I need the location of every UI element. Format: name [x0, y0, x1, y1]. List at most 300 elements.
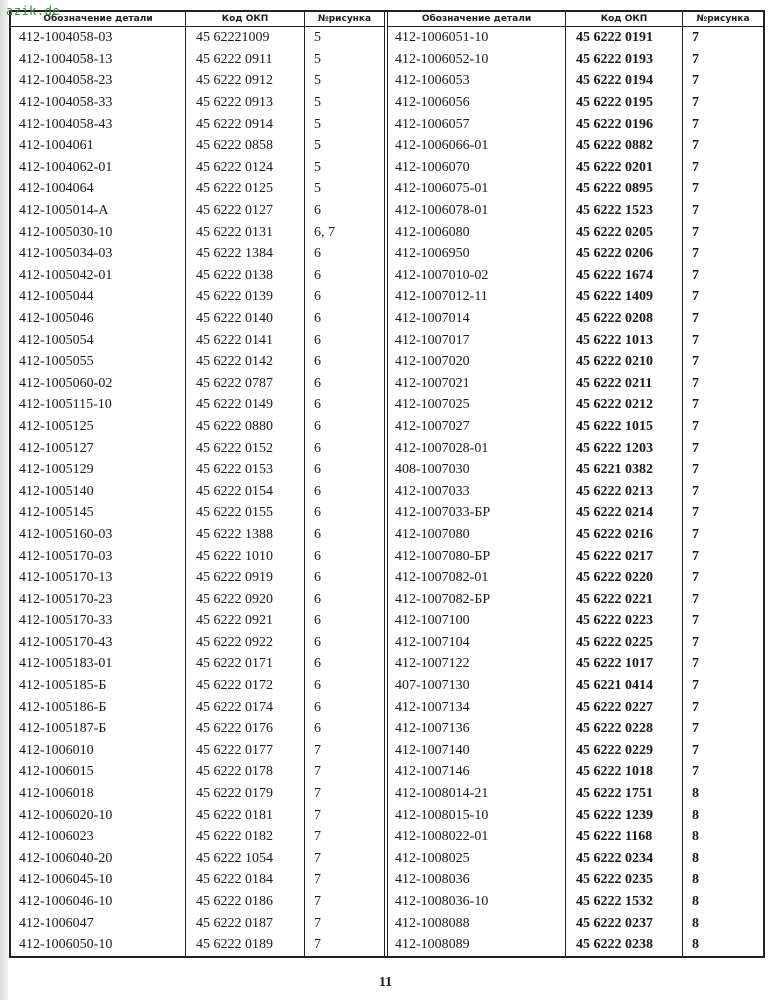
- figure-no-cell: 7: [692, 505, 699, 521]
- table-row: [11, 546, 384, 568]
- table-header: [11, 12, 384, 27]
- figure-no-cell: 5: [314, 95, 321, 111]
- part-designation-cell: 412-1008025: [388, 848, 566, 870]
- figure-no-cell: 7: [692, 462, 699, 478]
- figure-no-cell: 7: [314, 764, 321, 780]
- part-designation-cell: 412-1005129: [11, 459, 186, 481]
- figure-no-cell: 7: [314, 829, 321, 845]
- part-designation-cell: 412-1007028-01: [388, 438, 566, 460]
- figure-no-cell: 6: [314, 267, 321, 283]
- okp-code-cell: 45 6222 1013: [566, 330, 683, 352]
- figure-no-cell: 7: [692, 246, 699, 262]
- okp-code-cell: 45 6222 0174: [186, 697, 305, 719]
- figure-no-cell: 7: [692, 116, 699, 132]
- table-row: [11, 49, 384, 71]
- okp-code-cell: 45 6222 0880: [186, 416, 305, 438]
- table-row: [11, 481, 384, 503]
- figure-no-cell: 7: [692, 224, 699, 240]
- table-row: [388, 654, 763, 676]
- part-designation-cell: 412-1005014-A: [11, 200, 186, 222]
- figure-no-cell: 7: [692, 51, 699, 67]
- part-designation-cell: 412-1007082-БР: [388, 589, 566, 611]
- table-row: [388, 438, 763, 460]
- figure-no-cell: 5: [314, 138, 321, 154]
- okp-code-cell: 45 6222 0912: [186, 71, 305, 93]
- figure-no-cell: 7: [692, 721, 699, 737]
- okp-code-cell: 45 6222 1239: [566, 805, 683, 827]
- part-designation-cell: 412-1006052-10: [388, 49, 566, 71]
- figure-no-cell: 7: [692, 570, 699, 586]
- table-row: [11, 308, 384, 330]
- table-row: [11, 805, 384, 827]
- part-designation-cell: 412-1004058-23: [11, 71, 186, 93]
- table-row: [388, 611, 763, 633]
- okp-code-cell: 45 6222 0187: [186, 913, 305, 935]
- table-row: [11, 243, 384, 265]
- table-row: [388, 135, 763, 157]
- table-row: [388, 481, 763, 503]
- table-row: [388, 697, 763, 719]
- okp-code-cell: 45 6222 0213: [566, 481, 683, 503]
- figure-no-cell: 6: [314, 656, 321, 672]
- figure-no-cell: 7: [692, 613, 699, 629]
- figure-no-cell: 5: [314, 73, 321, 89]
- okp-code-cell: 45 6222 0237: [566, 913, 683, 935]
- figure-no-cell: 8: [692, 807, 699, 823]
- part-designation-cell: 412-1007100: [388, 611, 566, 633]
- part-designation-cell: 412-1005042-01: [11, 265, 186, 287]
- okp-code-cell: 45 6222 0182: [186, 826, 305, 848]
- table-row: [11, 265, 384, 287]
- figure-no-cell: 8: [692, 786, 699, 802]
- okp-code-cell: 45 6222 0124: [186, 157, 305, 179]
- part-designation-cell: 412-1005170-13: [11, 567, 186, 589]
- okp-code-cell: 45 6222 0212: [566, 395, 683, 417]
- table-row: [388, 395, 763, 417]
- header-okp-code: Код ОКП: [186, 12, 305, 26]
- okp-code-cell: 45 6222 0179: [186, 783, 305, 805]
- okp-code-cell: 45 6222 0189: [186, 934, 305, 956]
- okp-code-cell: 45 6222 1674: [566, 265, 683, 287]
- figure-no-cell: 7: [692, 289, 699, 305]
- figure-no-cell: 8: [692, 894, 699, 910]
- part-designation-cell: 412-1006050-10: [11, 934, 186, 956]
- watermark: azik.de: [6, 4, 61, 18]
- part-designation-cell: 412-1005055: [11, 351, 186, 373]
- figure-no-cell: 7: [692, 634, 699, 650]
- table-row: [11, 783, 384, 805]
- table-row: [388, 27, 763, 49]
- okp-code-cell: 45 6222 0196: [566, 114, 683, 136]
- figure-no-cell: 5: [314, 30, 321, 46]
- figure-no-cell: 7: [692, 440, 699, 456]
- part-designation-cell: 412-1008022-01: [388, 826, 566, 848]
- okp-code-cell: 45 6222 1054: [186, 848, 305, 870]
- table-row: [388, 416, 763, 438]
- figure-no-cell: 7: [692, 267, 699, 283]
- table-row: [11, 351, 384, 373]
- figure-no-cell: 7: [692, 203, 699, 219]
- okp-code-cell: 45 6222 0194: [566, 71, 683, 93]
- table-row: [11, 524, 384, 546]
- part-designation-cell: 412-1008014-21: [388, 783, 566, 805]
- okp-code-cell: 45 6222 0181: [186, 805, 305, 827]
- figure-no-cell: 6: [314, 462, 321, 478]
- figure-no-cell: 7: [692, 699, 699, 715]
- figure-no-cell: 6: [314, 375, 321, 391]
- part-designation-cell: 412-1007146: [388, 762, 566, 784]
- figure-no-cell: 6: [314, 721, 321, 737]
- table-row: [388, 157, 763, 179]
- figure-no-cell: 7: [314, 786, 321, 802]
- okp-code-cell: 45 6222 0177: [186, 740, 305, 762]
- figure-no-cell: 8: [692, 850, 699, 866]
- figure-no-cell: 7: [692, 332, 699, 348]
- parts-table-right-half: [388, 12, 763, 956]
- figure-no-cell: 7: [314, 807, 321, 823]
- table-row: [388, 913, 763, 935]
- okp-code-cell: 45 6222 0220: [566, 567, 683, 589]
- table-row: [388, 848, 763, 870]
- parts-table-left-half: [11, 12, 384, 956]
- part-designation-cell: 412-1008088: [388, 913, 566, 935]
- table-row: [388, 934, 763, 956]
- table-row: [11, 762, 384, 784]
- okp-code-cell: 45 6222 0191: [566, 27, 683, 49]
- figure-no-cell: 6: [314, 505, 321, 521]
- part-designation-cell: 412-1007080: [388, 524, 566, 546]
- table-row: [11, 157, 384, 179]
- part-designation-cell: 412-1005044: [11, 287, 186, 309]
- part-designation-cell: 412-1005060-02: [11, 373, 186, 395]
- figure-no-cell: 6: [314, 634, 321, 650]
- part-designation-cell: 412-1005170-43: [11, 632, 186, 654]
- table-row: [388, 265, 763, 287]
- part-designation-cell: 412-1006023: [11, 826, 186, 848]
- table-body-right: [388, 27, 763, 956]
- figure-no-cell: 7: [692, 159, 699, 175]
- figure-no-cell: 6: [314, 418, 321, 434]
- table-row: [388, 675, 763, 697]
- figure-no-cell: 7: [692, 764, 699, 780]
- part-designation-cell: 412-1004058-13: [11, 49, 186, 71]
- table-body-left: [11, 27, 384, 956]
- okp-code-cell: 45 6221 0414: [566, 675, 683, 697]
- figure-no-cell: 7: [314, 742, 321, 758]
- part-designation-cell: 412-1004058-33: [11, 92, 186, 114]
- okp-code-cell: 45 6222 0155: [186, 503, 305, 525]
- header-okp-code: Код ОКП: [566, 12, 683, 26]
- okp-code-cell: 45 6222 0152: [186, 438, 305, 460]
- table-row: [11, 222, 384, 244]
- okp-code-cell: 45 6222 0206: [566, 243, 683, 265]
- part-designation-cell: 412-1006045-10: [11, 870, 186, 892]
- part-designation-cell: 412-1006051-10: [388, 27, 566, 49]
- parts-table: [9, 10, 765, 958]
- part-designation-cell: 412-1005145: [11, 503, 186, 525]
- part-designation-cell: 412-1008015-10: [388, 805, 566, 827]
- part-designation-cell: 412-1006057: [388, 114, 566, 136]
- figure-no-cell: 6: [314, 332, 321, 348]
- figure-no-cell: 7: [692, 181, 699, 197]
- table-row: [11, 632, 384, 654]
- figure-no-cell: 6: [314, 678, 321, 694]
- figure-no-cell: 6: [314, 483, 321, 499]
- table-row: [11, 848, 384, 870]
- part-designation-cell: 412-1005170-03: [11, 546, 186, 568]
- table-row: [388, 308, 763, 330]
- table-row: [388, 330, 763, 352]
- part-designation-cell: 412-1006018: [11, 783, 186, 805]
- table-row: [11, 92, 384, 114]
- figure-no-cell: 6: [314, 699, 321, 715]
- okp-code-cell: 45 6222 1751: [566, 783, 683, 805]
- table-row: [11, 395, 384, 417]
- figure-no-cell: 7: [692, 548, 699, 564]
- part-designation-cell: 412-1005046: [11, 308, 186, 330]
- okp-code-cell: 45 6222 0787: [186, 373, 305, 395]
- okp-code-cell: 45 6222 1203: [566, 438, 683, 460]
- part-designation-cell: 412-1007080-БР: [388, 546, 566, 568]
- table-row: [11, 654, 384, 676]
- part-designation-cell: 412-1005170-23: [11, 589, 186, 611]
- figure-no-cell: 7: [692, 30, 699, 46]
- okp-code-cell: 45 6222 0223: [566, 611, 683, 633]
- figure-no-cell: 5: [314, 51, 321, 67]
- okp-code-cell: 45 6222 0178: [186, 762, 305, 784]
- okp-code-cell: 45 6222 0153: [186, 459, 305, 481]
- okp-code-cell: 45 6222 0141: [186, 330, 305, 352]
- figure-no-cell: 5: [314, 116, 321, 132]
- okp-code-cell: 45 6222 1010: [186, 546, 305, 568]
- header-part-designation: Обозначение детали: [388, 12, 566, 26]
- table-row: [388, 762, 763, 784]
- okp-code-cell: 45 6222 0201: [566, 157, 683, 179]
- okp-code-cell: 45 6222 0920: [186, 589, 305, 611]
- part-designation-cell: 412-1007027: [388, 416, 566, 438]
- table-row: [388, 114, 763, 136]
- okp-code-cell: 45 6222 0208: [566, 308, 683, 330]
- part-designation-cell: 412-1004062-01: [11, 157, 186, 179]
- figure-no-cell: 6: [314, 526, 321, 542]
- okp-code-cell: 45 6222 0882: [566, 135, 683, 157]
- okp-code-cell: 45 6222 0142: [186, 351, 305, 373]
- table-row: [11, 697, 384, 719]
- part-designation-cell: 412-1005034-03: [11, 243, 186, 265]
- table-row: [388, 891, 763, 913]
- table-row: [11, 438, 384, 460]
- table-row: [388, 740, 763, 762]
- table-row: [388, 546, 763, 568]
- okp-code-cell: 45 6222 1018: [566, 762, 683, 784]
- part-designation-cell: 412-1005125: [11, 416, 186, 438]
- figure-no-cell: 6: [314, 246, 321, 262]
- table-row: [11, 826, 384, 848]
- part-designation-cell: 412-1006047: [11, 913, 186, 935]
- okp-code-cell: 45 6222 0211: [566, 373, 683, 395]
- figure-no-cell: 7: [314, 850, 321, 866]
- okp-code-cell: 45 6222 0172: [186, 675, 305, 697]
- figure-no-cell: 7: [692, 418, 699, 434]
- table-row: [11, 373, 384, 395]
- part-designation-cell: 408-1007030: [388, 459, 566, 481]
- part-designation-cell: 412-1005183-01: [11, 654, 186, 676]
- table-row: [388, 373, 763, 395]
- part-designation-cell: 412-1007010-02: [388, 265, 566, 287]
- part-designation-cell: 412-1007122: [388, 654, 566, 676]
- figure-no-cell: 7: [692, 591, 699, 607]
- okp-code-cell: 45 6222 0234: [566, 848, 683, 870]
- table-row: [388, 179, 763, 201]
- okp-code-cell: 45 6222 0216: [566, 524, 683, 546]
- figure-no-cell: 7: [692, 95, 699, 111]
- part-designation-cell: 412-1005030-10: [11, 222, 186, 244]
- part-designation-cell: 412-1005185-Б: [11, 675, 186, 697]
- figure-no-cell: 7: [314, 937, 321, 953]
- okp-code-cell: 45 6222 1409: [566, 287, 683, 309]
- part-designation-cell: 412-1006015: [11, 762, 186, 784]
- okp-code-cell: 45 6222 0221: [566, 589, 683, 611]
- part-designation-cell: 412-1004064: [11, 179, 186, 201]
- figure-no-cell: 7: [692, 310, 699, 326]
- okp-code-cell: 45 6222 0176: [186, 718, 305, 740]
- part-designation-cell: 412-1006010: [11, 740, 186, 762]
- table-row: [11, 891, 384, 913]
- okp-code-cell: 45 6222 1388: [186, 524, 305, 546]
- okp-code-cell: 45 6222 0895: [566, 179, 683, 201]
- okp-code-cell: 45 6222 0140: [186, 308, 305, 330]
- part-designation-cell: 412-1006080: [388, 222, 566, 244]
- okp-code-cell: 45 6222 0131: [186, 222, 305, 244]
- figure-no-cell: 6: [314, 613, 321, 629]
- part-designation-cell: 412-1007017: [388, 330, 566, 352]
- okp-code-cell: 45 6222 0858: [186, 135, 305, 157]
- part-designation-cell: 412-1004058-43: [11, 114, 186, 136]
- okp-code-cell: 45 6222 1523: [566, 200, 683, 222]
- okp-code-cell: 45 6222 0217: [566, 546, 683, 568]
- okp-code-cell: 45 6222 0125: [186, 179, 305, 201]
- okp-code-cell: 45 6222 0238: [566, 934, 683, 956]
- okp-code-cell: 45 6222 0921: [186, 611, 305, 633]
- table-row: [11, 459, 384, 481]
- figure-no-cell: 6: [314, 591, 321, 607]
- part-designation-cell: 412-1005115-10: [11, 395, 186, 417]
- table-row: [388, 459, 763, 481]
- table-row: [388, 200, 763, 222]
- figure-no-cell: 6: [314, 570, 321, 586]
- part-designation-cell: 412-1005054: [11, 330, 186, 352]
- table-row: [11, 135, 384, 157]
- figure-no-cell: 7: [314, 894, 321, 910]
- figure-no-cell: 7: [692, 742, 699, 758]
- figure-no-cell: 6: [314, 354, 321, 370]
- figure-no-cell: 7: [692, 656, 699, 672]
- part-designation-cell: 412-1006040-20: [11, 848, 186, 870]
- part-designation-cell: 412-1008089: [388, 934, 566, 956]
- part-designation-cell: 412-1006075-01: [388, 179, 566, 201]
- okp-code-cell: 45 6222 0149: [186, 395, 305, 417]
- table-row: [11, 114, 384, 136]
- figure-no-cell: 8: [692, 937, 699, 953]
- table-row: [388, 222, 763, 244]
- table-row: [11, 611, 384, 633]
- part-designation-cell: 412-1006020-10: [11, 805, 186, 827]
- figure-no-cell: 7: [692, 678, 699, 694]
- okp-code-cell: 45 6222 1532: [566, 891, 683, 913]
- okp-code-cell: 45 6222 0154: [186, 481, 305, 503]
- okp-code-cell: 45 6222 0205: [566, 222, 683, 244]
- part-designation-cell: 412-1007020: [388, 351, 566, 373]
- part-designation-cell: 412-1006070: [388, 157, 566, 179]
- part-designation-cell: 412-1007140: [388, 740, 566, 762]
- okp-code-cell: 45 6222 0227: [566, 697, 683, 719]
- table-row: [388, 783, 763, 805]
- table-row: [388, 49, 763, 71]
- part-designation-cell: 412-1007134: [388, 697, 566, 719]
- part-designation-cell: 412-1007136: [388, 718, 566, 740]
- okp-code-cell: 45 6222 1384: [186, 243, 305, 265]
- part-designation-cell: 412-1005170-33: [11, 611, 186, 633]
- part-designation-cell: 412-1007033-БР: [388, 503, 566, 525]
- figure-no-cell: 7: [692, 526, 699, 542]
- table-row: [11, 27, 384, 49]
- part-designation-cell: 412-1006046-10: [11, 891, 186, 913]
- okp-code-cell: 45 6222 0229: [566, 740, 683, 762]
- part-designation-cell: 412-1006053: [388, 71, 566, 93]
- table-row: [11, 675, 384, 697]
- table-row: [11, 870, 384, 892]
- table-row: [11, 503, 384, 525]
- figure-no-cell: 8: [692, 915, 699, 931]
- figure-no-cell: 7: [692, 375, 699, 391]
- table-row: [388, 351, 763, 373]
- figure-no-cell: 6: [314, 289, 321, 305]
- figure-no-cell: 5: [314, 159, 321, 175]
- table-row: [11, 287, 384, 309]
- figure-no-cell: 6: [314, 397, 321, 413]
- table-row: [388, 826, 763, 848]
- okp-code-cell: 45 6222 0228: [566, 718, 683, 740]
- okp-code-cell: 45 6222 0225: [566, 632, 683, 654]
- part-designation-cell: 412-1006056: [388, 92, 566, 114]
- okp-code-cell: 45 6222 0171: [186, 654, 305, 676]
- part-designation-cell: 412-1006078-01: [388, 200, 566, 222]
- okp-code-cell: 45 6222 1017: [566, 654, 683, 676]
- figure-no-cell: 6: [314, 548, 321, 564]
- table-row: [388, 805, 763, 827]
- table-row: [388, 589, 763, 611]
- table-row: [11, 913, 384, 935]
- table-row: [11, 740, 384, 762]
- part-designation-cell: 412-1008036-10: [388, 891, 566, 913]
- okp-code-cell: 45 6222 1168: [566, 826, 683, 848]
- table-row: [11, 718, 384, 740]
- figure-no-cell: 7: [692, 397, 699, 413]
- table-row: [388, 243, 763, 265]
- okp-code-cell: 45 6222 0214: [566, 503, 683, 525]
- table-row: [388, 524, 763, 546]
- part-designation-cell: 412-1006066-01: [388, 135, 566, 157]
- okp-code-cell: 45 6222 0911: [186, 49, 305, 71]
- okp-code-cell: 45 6222 0193: [566, 49, 683, 71]
- table-row: [11, 567, 384, 589]
- figure-no-cell: 6: [314, 310, 321, 326]
- okp-code-cell: 45 6222 0922: [186, 632, 305, 654]
- okp-code-cell: 45 6222 0195: [566, 92, 683, 114]
- figure-no-cell: 7: [692, 483, 699, 499]
- table-row: [11, 934, 384, 956]
- table-row: [388, 870, 763, 892]
